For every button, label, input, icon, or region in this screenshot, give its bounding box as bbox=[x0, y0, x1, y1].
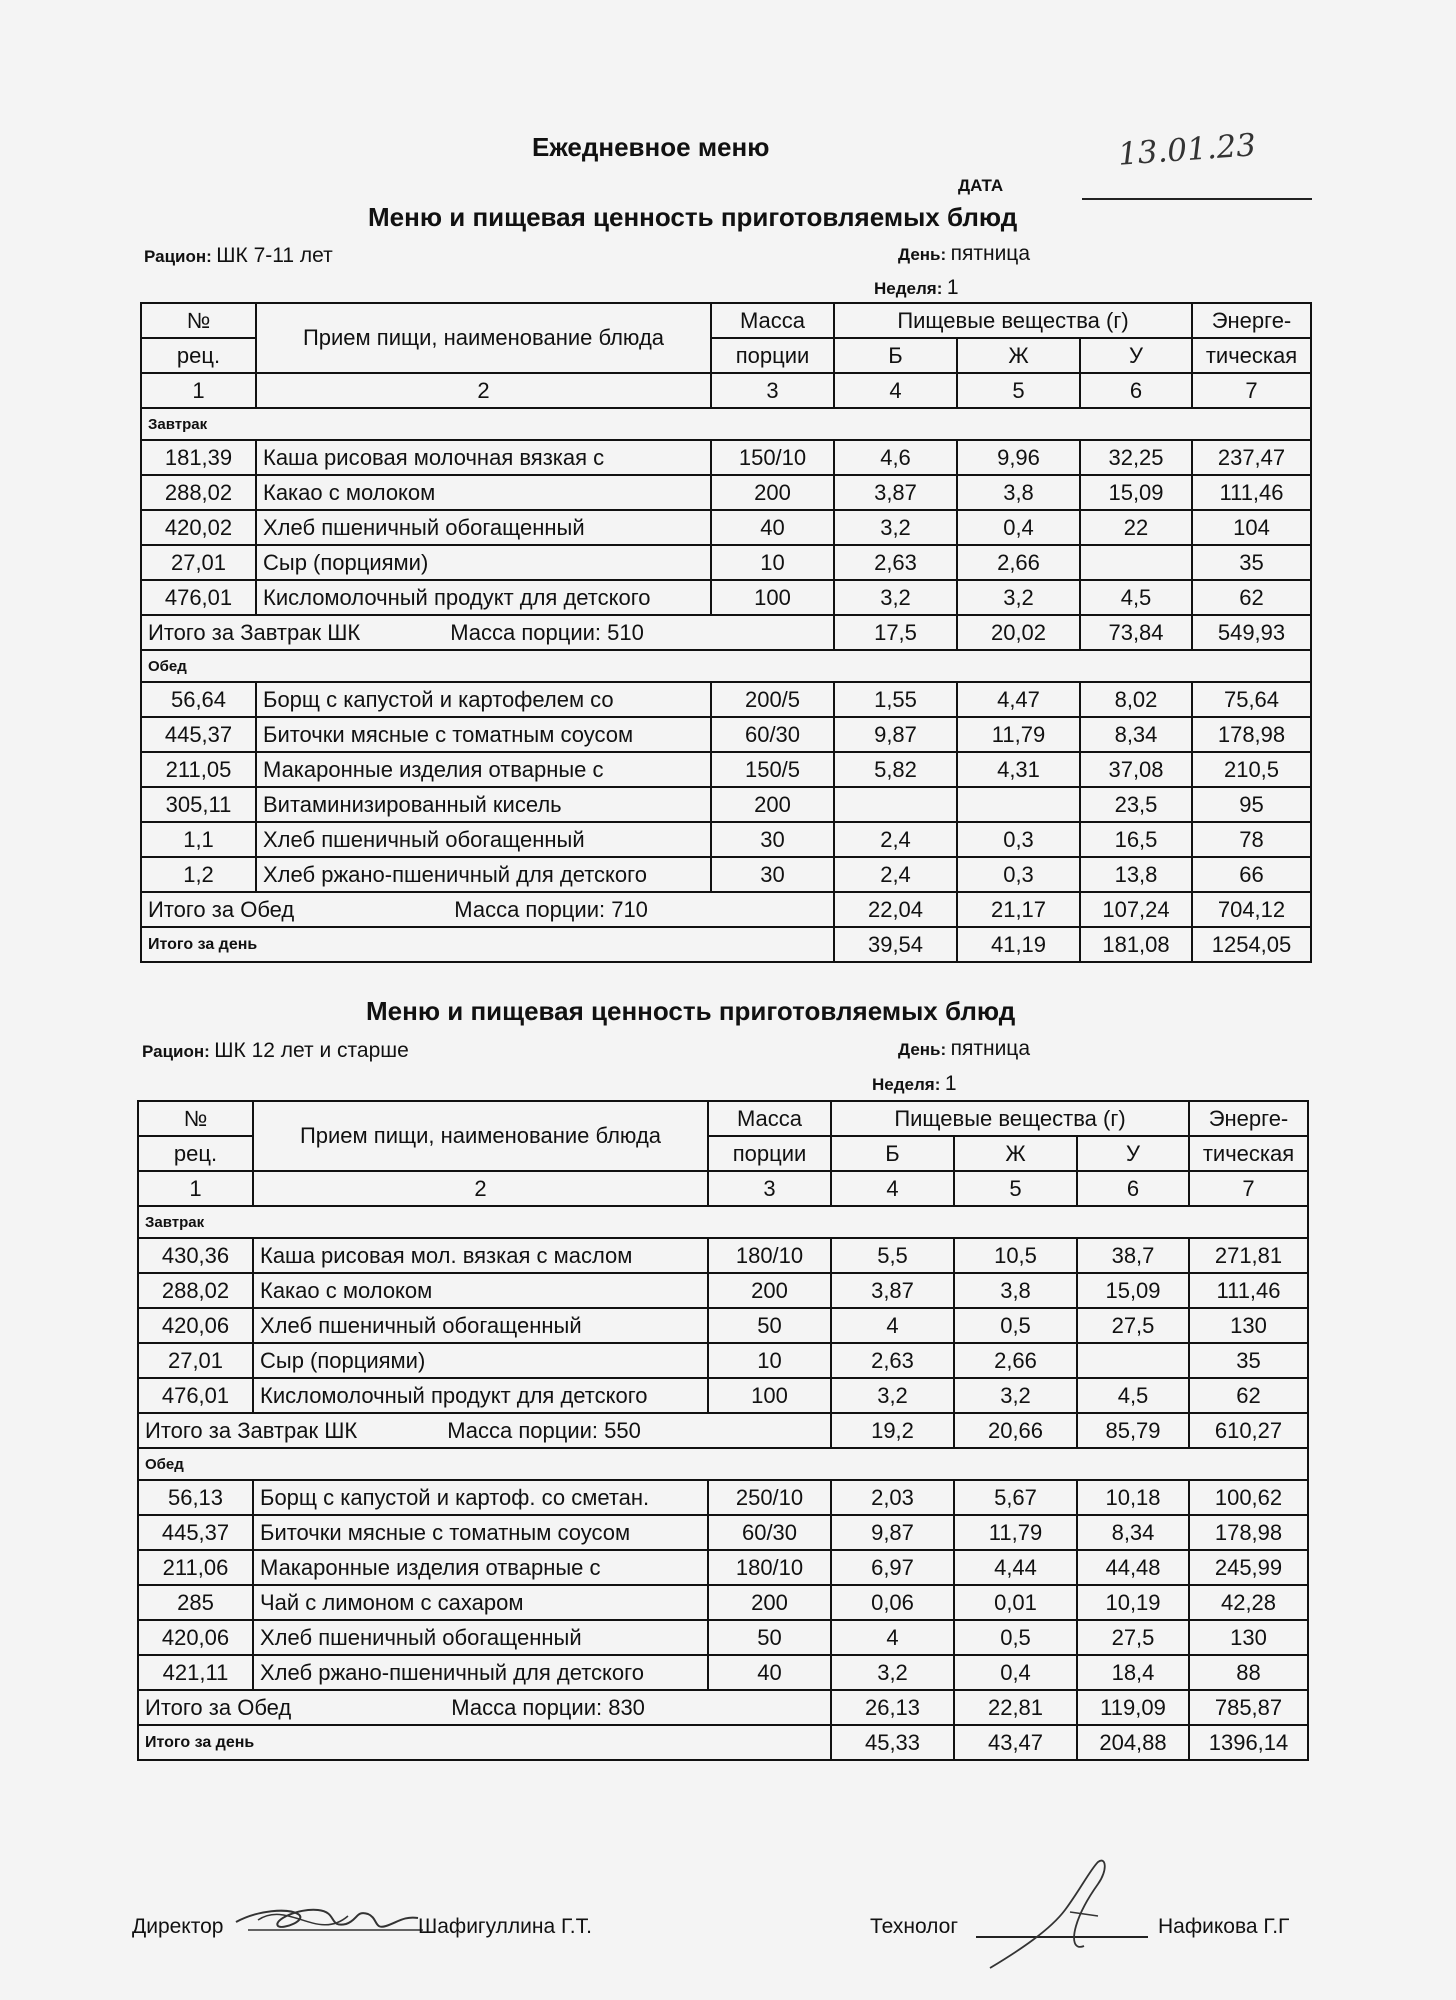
table-row bbox=[138, 1378, 1308, 1413]
recipe-number: 288,02 bbox=[141, 475, 256, 510]
table-row bbox=[138, 1655, 1308, 1690]
dish-name: Сыр (порциями) bbox=[253, 1343, 708, 1378]
portion-mass: 200 bbox=[711, 787, 834, 822]
fat-value: 2,66 bbox=[957, 545, 1080, 580]
col-number: 2 bbox=[256, 373, 711, 408]
recipe-number: 445,37 bbox=[138, 1515, 253, 1550]
fat-value: 3,2 bbox=[954, 1378, 1077, 1413]
total-value: 19,2 bbox=[831, 1413, 954, 1448]
header-b: Б bbox=[834, 338, 957, 373]
energy-value: 35 bbox=[1189, 1343, 1308, 1378]
fat-value: 10,5 bbox=[954, 1238, 1077, 1273]
header-energy-top: Энерге- bbox=[1192, 303, 1311, 338]
table-row bbox=[138, 1515, 1308, 1550]
total-value: 22,81 bbox=[954, 1690, 1077, 1725]
total-row bbox=[141, 892, 1311, 927]
portion-mass: 30 bbox=[711, 857, 834, 892]
protein-value: 2,4 bbox=[834, 822, 957, 857]
protein-value: 4 bbox=[831, 1308, 954, 1343]
section-label: Завтрак bbox=[138, 1206, 1308, 1238]
energy-value: 88 bbox=[1189, 1655, 1308, 1690]
header-energy-bottom: тическая bbox=[1192, 338, 1311, 373]
recipe-number: 445,37 bbox=[141, 717, 256, 752]
energy-value: 130 bbox=[1189, 1620, 1308, 1655]
fat-value: 5,67 bbox=[954, 1480, 1077, 1515]
col-number: 5 bbox=[954, 1171, 1077, 1206]
total-label: Итого за Завтрак ШК Масса порции: 510 bbox=[141, 615, 834, 650]
energy-value: 245,99 bbox=[1189, 1550, 1308, 1585]
recipe-number: 420,02 bbox=[141, 510, 256, 545]
dish-name: Борщ с капустой и картофелем со bbox=[256, 682, 711, 717]
portion-mass: 40 bbox=[708, 1655, 831, 1690]
energy-value: 178,98 bbox=[1192, 717, 1311, 752]
fat-value: 0,4 bbox=[957, 510, 1080, 545]
col-number: 7 bbox=[1189, 1171, 1308, 1206]
recipe-number: 211,06 bbox=[138, 1550, 253, 1585]
energy-value: 178,98 bbox=[1189, 1515, 1308, 1550]
total-label: Итого за Обед Масса порции: 830 bbox=[138, 1690, 831, 1725]
col-number: 5 bbox=[957, 373, 1080, 408]
protein-value: 6,97 bbox=[831, 1550, 954, 1585]
table-row bbox=[138, 1550, 1308, 1585]
portion-mass: 60/30 bbox=[708, 1515, 831, 1550]
fat-value bbox=[957, 787, 1080, 822]
dish-name: Чай с лимоном с сахаром bbox=[253, 1585, 708, 1620]
recipe-number: 27,01 bbox=[141, 545, 256, 580]
header-energy-top: Энерге- bbox=[1189, 1101, 1308, 1136]
ration-info: Рацион: ШК 12 лет и старше bbox=[142, 1039, 409, 1062]
portion-mass: 200 bbox=[708, 1585, 831, 1620]
col-number: 7 bbox=[1192, 373, 1311, 408]
col-number: 4 bbox=[831, 1171, 954, 1206]
energy-value: 104 bbox=[1192, 510, 1311, 545]
portion-mass: 30 bbox=[711, 822, 834, 857]
energy-value: 210,5 bbox=[1192, 752, 1311, 787]
carb-value: 4,5 bbox=[1077, 1378, 1189, 1413]
energy-value: 42,28 bbox=[1189, 1585, 1308, 1620]
table-row bbox=[138, 1480, 1308, 1515]
total-row bbox=[138, 1690, 1308, 1725]
portion-mass: 180/10 bbox=[708, 1550, 831, 1585]
column-number-row bbox=[141, 373, 1311, 408]
carb-value: 8,34 bbox=[1077, 1515, 1189, 1550]
fat-value: 11,79 bbox=[957, 717, 1080, 752]
portion-mass: 10 bbox=[711, 545, 834, 580]
carb-value: 44,48 bbox=[1077, 1550, 1189, 1585]
recipe-number: 421,11 bbox=[138, 1655, 253, 1690]
protein-value: 4 bbox=[831, 1620, 954, 1655]
dish-name: Макаронные изделия отварные с bbox=[253, 1550, 708, 1585]
protein-value: 9,87 bbox=[834, 717, 957, 752]
header-nutrients: Пищевые вещества (г) bbox=[834, 303, 1192, 338]
total-value: 107,24 bbox=[1080, 892, 1192, 927]
date-label: ДАТА bbox=[958, 176, 1004, 195]
dish-name: Какао с молоком bbox=[256, 475, 711, 510]
table-row bbox=[141, 787, 1311, 822]
carb-value: 23,5 bbox=[1080, 787, 1192, 822]
recipe-number: 420,06 bbox=[138, 1620, 253, 1655]
recipe-number: 56,13 bbox=[138, 1480, 253, 1515]
protein-value: 3,2 bbox=[831, 1655, 954, 1690]
week-info: Неделя: 1 bbox=[872, 1072, 957, 1095]
table-row bbox=[138, 1343, 1308, 1378]
header-mass-bottom: порции bbox=[708, 1136, 831, 1171]
recipe-number: 56,64 bbox=[141, 682, 256, 717]
fat-value: 11,79 bbox=[954, 1515, 1077, 1550]
carb-value: 8,02 bbox=[1080, 682, 1192, 717]
dish-name: Сыр (порциями) bbox=[256, 545, 711, 580]
dish-name: Витаминизированный кисель bbox=[256, 787, 711, 822]
dish-name: Каша рисовая молочная вязкая с bbox=[256, 440, 711, 475]
total-value: 704,12 bbox=[1192, 892, 1311, 927]
header-num-bottom: рец. bbox=[141, 338, 256, 373]
day-total-value: 39,54 bbox=[834, 927, 957, 962]
week-info: Неделя: 1 bbox=[874, 276, 959, 299]
protein-value: 2,03 bbox=[831, 1480, 954, 1515]
portion-mass: 200 bbox=[711, 475, 834, 510]
dish-name: Кисломолочный продукт для детского bbox=[253, 1378, 708, 1413]
dish-name: Хлеб ржано-пшеничный для детского bbox=[253, 1655, 708, 1690]
carb-value: 27,5 bbox=[1077, 1620, 1189, 1655]
header-name: Прием пищи, наименование блюда bbox=[253, 1101, 708, 1171]
total-label: Итого за Обед Масса порции: 710 bbox=[141, 892, 834, 927]
protein-value: 2,63 bbox=[831, 1343, 954, 1378]
portion-mass: 60/30 bbox=[711, 717, 834, 752]
breakfast-rows bbox=[138, 1238, 1308, 1413]
day-total-row bbox=[138, 1725, 1308, 1760]
day-total-label: Итого за день bbox=[141, 927, 834, 962]
table-row bbox=[141, 510, 1311, 545]
menu-table bbox=[140, 302, 1312, 963]
carb-value bbox=[1077, 1343, 1189, 1378]
dish-name: Хлеб пшеничный обогащенный bbox=[256, 510, 711, 545]
table-row bbox=[138, 1308, 1308, 1343]
protein-value: 9,87 bbox=[831, 1515, 954, 1550]
fat-value: 0,5 bbox=[954, 1308, 1077, 1343]
director-label: Директор bbox=[132, 1915, 224, 1938]
protein-value: 5,5 bbox=[831, 1238, 954, 1273]
fat-value: 3,2 bbox=[957, 580, 1080, 615]
energy-value: 100,62 bbox=[1189, 1480, 1308, 1515]
protein-value: 2,4 bbox=[834, 857, 957, 892]
table-row bbox=[141, 682, 1311, 717]
dish-name: Хлеб пшеничный обогащенный bbox=[253, 1308, 708, 1343]
recipe-number: 1,1 bbox=[141, 822, 256, 857]
day-total-label: Итого за день bbox=[138, 1725, 831, 1760]
table-row bbox=[141, 545, 1311, 580]
col-number: 4 bbox=[834, 373, 957, 408]
menu-title: Меню и пищевая ценность приготовляемых блюд bbox=[368, 202, 1018, 232]
energy-value: 35 bbox=[1192, 545, 1311, 580]
energy-value: 130 bbox=[1189, 1308, 1308, 1343]
fat-value: 9,96 bbox=[957, 440, 1080, 475]
protein-value: 4,6 bbox=[834, 440, 957, 475]
portion-mass: 150/5 bbox=[711, 752, 834, 787]
portion-mass: 200/5 bbox=[711, 682, 834, 717]
table-row bbox=[141, 857, 1311, 892]
day-total-value: 45,33 bbox=[831, 1725, 954, 1760]
header-u: У bbox=[1077, 1136, 1189, 1171]
energy-value: 62 bbox=[1189, 1378, 1308, 1413]
breakfast-rows bbox=[141, 440, 1311, 615]
carb-value: 38,7 bbox=[1077, 1238, 1189, 1273]
menu-title: Меню и пищевая ценность приготовляемых блюд bbox=[366, 996, 1016, 1026]
header-zh: Ж bbox=[954, 1136, 1077, 1171]
portion-mass: 150/10 bbox=[711, 440, 834, 475]
header-zh: Ж bbox=[957, 338, 1080, 373]
header-num-top: № bbox=[141, 303, 256, 338]
fat-value: 2,66 bbox=[954, 1343, 1077, 1378]
technologist-signature-icon bbox=[980, 1850, 1160, 1980]
total-value: 17,5 bbox=[834, 615, 957, 650]
header-b: Б bbox=[831, 1136, 954, 1171]
portion-mass: 250/10 bbox=[708, 1480, 831, 1515]
col-number: 6 bbox=[1077, 1171, 1189, 1206]
director-name: Шафигуллина Г.Т. bbox=[418, 1915, 592, 1938]
day-total-value: 41,19 bbox=[957, 927, 1080, 962]
day-total-value: 204,88 bbox=[1077, 1725, 1189, 1760]
portion-mass: 10 bbox=[708, 1343, 831, 1378]
total-value: 610,27 bbox=[1189, 1413, 1308, 1448]
recipe-number: 430,36 bbox=[138, 1238, 253, 1273]
portion-mass: 50 bbox=[708, 1620, 831, 1655]
carb-value: 22 bbox=[1080, 510, 1192, 545]
fat-value: 0,01 bbox=[954, 1585, 1077, 1620]
dish-name: Биточки мясные с томатным соусом bbox=[253, 1515, 708, 1550]
total-value: 549,93 bbox=[1192, 615, 1311, 650]
energy-value: 271,81 bbox=[1189, 1238, 1308, 1273]
carb-value: 27,5 bbox=[1077, 1308, 1189, 1343]
column-number-row bbox=[138, 1171, 1308, 1206]
lunch-rows bbox=[141, 682, 1311, 892]
fat-value: 0,5 bbox=[954, 1620, 1077, 1655]
carb-value: 10,19 bbox=[1077, 1585, 1189, 1620]
table-row bbox=[141, 475, 1311, 510]
day-total-row bbox=[141, 927, 1311, 962]
section-label: Обед bbox=[141, 650, 1311, 682]
table-row bbox=[138, 1620, 1308, 1655]
portion-mass: 200 bbox=[708, 1273, 831, 1308]
total-value: 119,09 bbox=[1077, 1690, 1189, 1725]
col-number: 6 bbox=[1080, 373, 1192, 408]
dish-name: Какао с молоком bbox=[253, 1273, 708, 1308]
dish-name: Хлеб ржано-пшеничный для детского bbox=[256, 857, 711, 892]
energy-value: 66 bbox=[1192, 857, 1311, 892]
date-line bbox=[1082, 198, 1312, 200]
day-total-value: 1396,14 bbox=[1189, 1725, 1308, 1760]
portion-mass: 40 bbox=[711, 510, 834, 545]
day-total-value: 43,47 bbox=[954, 1725, 1077, 1760]
protein-value: 3,2 bbox=[834, 580, 957, 615]
table-row bbox=[138, 1585, 1308, 1620]
table-row bbox=[141, 717, 1311, 752]
dish-name: Хлеб пшеничный обогащенный bbox=[256, 822, 711, 857]
header-u: У bbox=[1080, 338, 1192, 373]
dish-name: Борщ с капустой и картоф. со сметан. bbox=[253, 1480, 708, 1515]
col-number: 2 bbox=[253, 1171, 708, 1206]
protein-value: 1,55 bbox=[834, 682, 957, 717]
total-row bbox=[138, 1413, 1308, 1448]
fat-value: 0,4 bbox=[954, 1655, 1077, 1690]
portion-mass: 100 bbox=[711, 580, 834, 615]
energy-value: 75,64 bbox=[1192, 682, 1311, 717]
protein-value: 3,87 bbox=[831, 1273, 954, 1308]
recipe-number: 285 bbox=[138, 1585, 253, 1620]
header-num-bottom: рец. bbox=[138, 1136, 253, 1171]
header-mass-top: Масса bbox=[711, 303, 834, 338]
table-row bbox=[141, 752, 1311, 787]
col-number: 1 bbox=[138, 1171, 253, 1206]
section-label: Завтрак bbox=[141, 408, 1311, 440]
technologist-name: Нафикова Г.Г bbox=[1158, 1915, 1290, 1938]
recipe-number: 305,11 bbox=[141, 787, 256, 822]
day-info: День: пятница bbox=[898, 242, 1031, 265]
recipe-number: 420,06 bbox=[138, 1308, 253, 1343]
protein-value: 0,06 bbox=[831, 1585, 954, 1620]
total-value: 21,17 bbox=[957, 892, 1080, 927]
energy-value: 111,46 bbox=[1192, 475, 1311, 510]
portion-mass: 50 bbox=[708, 1308, 831, 1343]
recipe-number: 476,01 bbox=[141, 580, 256, 615]
table-row bbox=[141, 580, 1311, 615]
col-number: 1 bbox=[141, 373, 256, 408]
table-row bbox=[141, 822, 1311, 857]
recipe-number: 1,2 bbox=[141, 857, 256, 892]
page-title: Ежедневное меню bbox=[532, 132, 770, 162]
fat-value: 3,8 bbox=[957, 475, 1080, 510]
protein-value: 5,82 bbox=[834, 752, 957, 787]
total-value: 26,13 bbox=[831, 1690, 954, 1725]
total-value: 22,04 bbox=[834, 892, 957, 927]
dish-name: Биточки мясные с томатным соусом bbox=[256, 717, 711, 752]
dish-name: Кисломолочный продукт для детского bbox=[256, 580, 711, 615]
protein-value: 3,2 bbox=[831, 1378, 954, 1413]
fat-value: 0,3 bbox=[957, 857, 1080, 892]
ration-info: Рацион: ШК 7-11 лет bbox=[144, 244, 333, 267]
carb-value: 18,4 bbox=[1077, 1655, 1189, 1690]
handwritten-date: 13.01.23 bbox=[1116, 127, 1258, 173]
fat-value: 4,47 bbox=[957, 682, 1080, 717]
total-value: 85,79 bbox=[1077, 1413, 1189, 1448]
carb-value: 15,09 bbox=[1080, 475, 1192, 510]
carb-value: 15,09 bbox=[1077, 1273, 1189, 1308]
carb-value: 32,25 bbox=[1080, 440, 1192, 475]
portion-mass: 180/10 bbox=[708, 1238, 831, 1273]
total-row bbox=[141, 615, 1311, 650]
energy-value: 111,46 bbox=[1189, 1273, 1308, 1308]
carb-value: 4,5 bbox=[1080, 580, 1192, 615]
dish-name: Каша рисовая мол. вязкая с маслом bbox=[253, 1238, 708, 1273]
total-value: 785,87 bbox=[1189, 1690, 1308, 1725]
col-number: 3 bbox=[708, 1171, 831, 1206]
section-label: Обед bbox=[138, 1448, 1308, 1480]
total-value: 73,84 bbox=[1080, 615, 1192, 650]
technologist-label: Технолог bbox=[870, 1915, 959, 1938]
day-total-value: 181,08 bbox=[1080, 927, 1192, 962]
carb-value bbox=[1080, 545, 1192, 580]
lunch-rows bbox=[138, 1480, 1308, 1690]
dish-name: Макаронные изделия отварные с bbox=[256, 752, 711, 787]
table-row bbox=[138, 1273, 1308, 1308]
recipe-number: 476,01 bbox=[138, 1378, 253, 1413]
protein-value: 3,2 bbox=[834, 510, 957, 545]
protein-value bbox=[834, 787, 957, 822]
header-mass-top: Масса bbox=[708, 1101, 831, 1136]
energy-value: 62 bbox=[1192, 580, 1311, 615]
header-energy-bottom: тическая bbox=[1189, 1136, 1308, 1171]
table-row bbox=[141, 440, 1311, 475]
menu-table bbox=[137, 1100, 1309, 1761]
total-value: 20,02 bbox=[957, 615, 1080, 650]
header-name: Прием пищи, наименование блюда bbox=[256, 303, 711, 373]
protein-value: 3,87 bbox=[834, 475, 957, 510]
recipe-number: 288,02 bbox=[138, 1273, 253, 1308]
energy-value: 95 bbox=[1192, 787, 1311, 822]
portion-mass: 100 bbox=[708, 1378, 831, 1413]
carb-value: 16,5 bbox=[1080, 822, 1192, 857]
total-label: Итого за Завтрак ШК Масса порции: 550 bbox=[138, 1413, 831, 1448]
fat-value: 4,31 bbox=[957, 752, 1080, 787]
header-num-top: № bbox=[138, 1101, 253, 1136]
col-number: 3 bbox=[711, 373, 834, 408]
dish-name: Хлеб пшеничный обогащенный bbox=[253, 1620, 708, 1655]
energy-value: 237,47 bbox=[1192, 440, 1311, 475]
protein-value: 2,63 bbox=[834, 545, 957, 580]
header-mass-bottom: порции bbox=[711, 338, 834, 373]
fat-value: 0,3 bbox=[957, 822, 1080, 857]
day-info: День: пятница bbox=[898, 1037, 1031, 1060]
director-signature-icon bbox=[228, 1880, 428, 1950]
fat-value: 3,8 bbox=[954, 1273, 1077, 1308]
carb-value: 13,8 bbox=[1080, 857, 1192, 892]
table-row bbox=[138, 1238, 1308, 1273]
fat-value: 4,44 bbox=[954, 1550, 1077, 1585]
recipe-number: 211,05 bbox=[141, 752, 256, 787]
recipe-number: 181,39 bbox=[141, 440, 256, 475]
carb-value: 10,18 bbox=[1077, 1480, 1189, 1515]
header-nutrients: Пищевые вещества (г) bbox=[831, 1101, 1189, 1136]
day-total-value: 1254,05 bbox=[1192, 927, 1311, 962]
carb-value: 37,08 bbox=[1080, 752, 1192, 787]
carb-value: 8,34 bbox=[1080, 717, 1192, 752]
energy-value: 78 bbox=[1192, 822, 1311, 857]
total-value: 20,66 bbox=[954, 1413, 1077, 1448]
recipe-number: 27,01 bbox=[138, 1343, 253, 1378]
